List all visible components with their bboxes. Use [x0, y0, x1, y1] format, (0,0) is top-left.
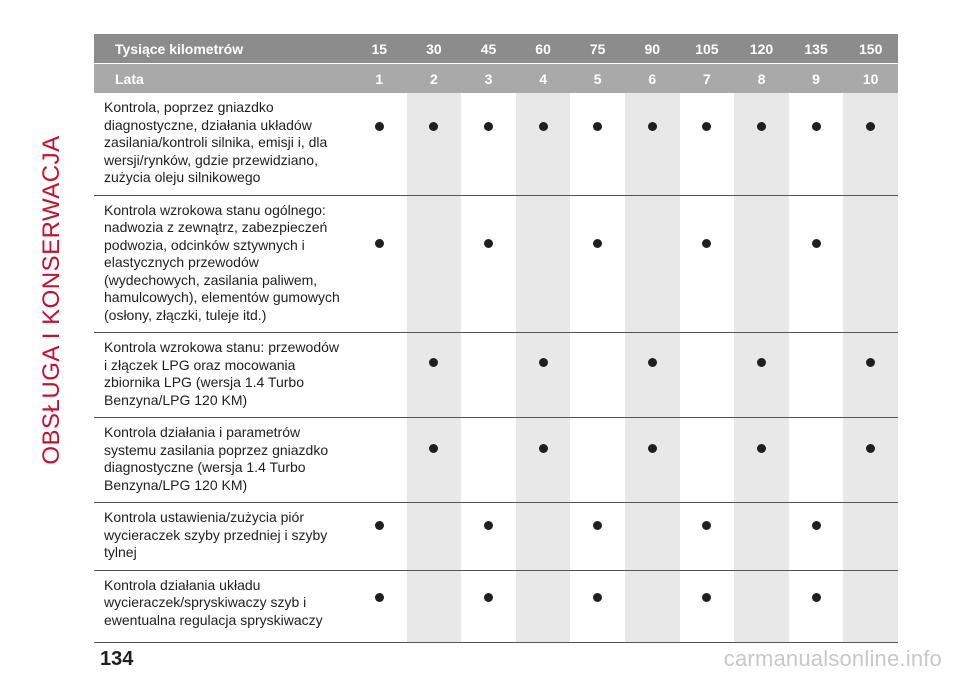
header-year-value: 8 — [734, 64, 789, 93]
header-km-value: 90 — [625, 34, 680, 64]
interval-cell — [680, 571, 735, 643]
check-dot-icon — [375, 521, 384, 530]
interval-cell — [570, 93, 625, 196]
interval-cell — [407, 333, 462, 418]
interval-cell — [734, 503, 789, 571]
interval-cell — [680, 196, 735, 334]
check-dot-icon — [757, 444, 766, 453]
check-dot-icon — [866, 122, 875, 131]
interval-cell — [352, 571, 407, 643]
header-km-value: 75 — [570, 34, 625, 64]
check-dot-icon — [539, 358, 548, 367]
row-label: Kontrola wzrokowa stanu: przewodów i złączek LPG oraz mocowania zbiornika LPG (wersja 1.4 Turbo Benzyna/LPG 120 KM) — [94, 333, 352, 418]
interval-cell — [734, 418, 789, 503]
check-dot-icon — [429, 444, 438, 453]
interval-cell — [352, 196, 407, 334]
check-dot-icon — [429, 122, 438, 131]
interval-cell — [516, 333, 571, 418]
check-dot-icon — [812, 239, 821, 248]
interval-cell — [734, 571, 789, 643]
row-label: Kontrola działania układu wycieraczek/spryskiwaczy szyb i ewentualna regulacja spryskiwaczy — [94, 571, 352, 643]
header-row-kilometers — [94, 34, 898, 64]
interval-cell — [352, 418, 407, 503]
maintenance-schedule-table — [94, 34, 898, 643]
watermark: carmanualsonline.info — [723, 646, 942, 671]
page-number: 134 — [100, 648, 134, 670]
check-dot-icon — [593, 239, 602, 248]
interval-cell — [570, 503, 625, 571]
table-row — [94, 571, 898, 643]
interval-cell — [789, 196, 844, 334]
header-year-value: 1 — [352, 64, 407, 93]
header-km-value: 150 — [843, 34, 898, 64]
header-year-value: 4 — [516, 64, 571, 93]
check-dot-icon — [484, 239, 493, 248]
table-row — [94, 503, 898, 571]
row-label: Kontrola działania i parametrów systemu zasilania poprzez gniazdko diagnostyczne (wersja 1.4 Turbo Benzyna/LPG 120 KM) — [94, 418, 352, 503]
interval-cell — [625, 418, 680, 503]
interval-cell — [843, 571, 898, 643]
interval-cell — [570, 418, 625, 503]
header-km-value: 30 — [407, 34, 462, 64]
check-dot-icon — [484, 593, 493, 602]
interval-cell — [516, 196, 571, 334]
interval-cell — [407, 418, 462, 503]
interval-cell — [734, 93, 789, 196]
interval-cell — [734, 196, 789, 334]
interval-cell — [516, 503, 571, 571]
check-dot-icon — [648, 122, 657, 131]
check-dot-icon — [375, 122, 384, 131]
table-row — [94, 418, 898, 503]
interval-cell — [407, 196, 462, 334]
header-km-value: 135 — [789, 34, 844, 64]
interval-cell — [843, 418, 898, 503]
header-years-label: Lata — [94, 64, 352, 93]
check-dot-icon — [484, 122, 493, 131]
interval-cell — [516, 571, 571, 643]
interval-cell — [461, 333, 516, 418]
header-row-years — [94, 64, 898, 93]
check-dot-icon — [812, 521, 821, 530]
check-dot-icon — [429, 358, 438, 367]
row-label: Kontrola wzrokowa stanu ogólnego: nadwozia z zewnątrz, zabezpieczeń podwozia, odcinków sztywnych i elastycznych przewodów (wydechowych, zasilania paliwem, hamulcowych), elementów gumowych (osłony, złączki, tuleje itd.) — [94, 196, 352, 334]
table-row — [94, 196, 898, 334]
interval-cell — [570, 196, 625, 334]
interval-cell — [461, 93, 516, 196]
row-label: Kontrola ustawienia/zużycia piór wycieraczek szyby przedniej i szyby tylnej — [94, 503, 352, 571]
interval-cell — [625, 571, 680, 643]
check-dot-icon — [757, 358, 766, 367]
header-year-value: 7 — [680, 64, 735, 93]
header-km-value: 15 — [352, 34, 407, 64]
header-year-value: 10 — [843, 64, 898, 93]
interval-cell — [625, 333, 680, 418]
header-km-value: 120 — [734, 34, 789, 64]
header-km-value: 105 — [680, 34, 735, 64]
interval-cell — [843, 93, 898, 196]
interval-cell — [461, 503, 516, 571]
interval-cell — [570, 571, 625, 643]
header-year-value: 9 — [789, 64, 844, 93]
interval-cell — [843, 333, 898, 418]
interval-cell — [570, 333, 625, 418]
check-dot-icon — [593, 521, 602, 530]
interval-cell — [625, 93, 680, 196]
header-year-value: 5 — [570, 64, 625, 93]
check-dot-icon — [648, 444, 657, 453]
header-km-value: 45 — [461, 34, 516, 64]
interval-cell — [680, 418, 735, 503]
interval-cell — [789, 418, 844, 503]
row-label: Kontrola, poprzez gniazdko diagnostyczne, działania układów zasilania/kontroli silnika, emisji i, dla wersji/rynków, gdzie przewidziano, zużycia oleju silnikowego — [94, 93, 352, 196]
interval-cell — [789, 503, 844, 571]
check-dot-icon — [702, 239, 711, 248]
interval-cell — [680, 503, 735, 571]
interval-cell — [843, 196, 898, 334]
interval-cell — [680, 93, 735, 196]
interval-cell — [461, 571, 516, 643]
interval-cell — [789, 93, 844, 196]
interval-cell — [407, 503, 462, 571]
header-year-value: 6 — [625, 64, 680, 93]
interval-cell — [789, 571, 844, 643]
check-dot-icon — [702, 593, 711, 602]
check-dot-icon — [757, 122, 766, 131]
interval-cell — [516, 418, 571, 503]
table-row — [94, 333, 898, 418]
interval-cell — [352, 93, 407, 196]
check-dot-icon — [648, 358, 657, 367]
check-dot-icon — [702, 521, 711, 530]
interval-cell — [407, 571, 462, 643]
check-dot-icon — [484, 521, 493, 530]
header-year-value: 2 — [407, 64, 462, 93]
check-dot-icon — [539, 122, 548, 131]
interval-cell — [461, 196, 516, 334]
check-dot-icon — [539, 444, 548, 453]
check-dot-icon — [375, 593, 384, 602]
check-dot-icon — [593, 122, 602, 131]
check-dot-icon — [812, 122, 821, 131]
header-km-value: 60 — [516, 34, 571, 64]
check-dot-icon — [702, 122, 711, 131]
check-dot-icon — [866, 358, 875, 367]
table-row — [94, 93, 898, 196]
interval-cell — [734, 333, 789, 418]
interval-cell — [407, 93, 462, 196]
header-year-value: 3 — [461, 64, 516, 93]
check-dot-icon — [375, 239, 384, 248]
interval-cell — [625, 196, 680, 334]
interval-cell — [789, 333, 844, 418]
section-title: OBSŁUGA I KONSERWACJA — [38, 135, 65, 465]
check-dot-icon — [812, 593, 821, 602]
interval-cell — [680, 333, 735, 418]
header-km-label: Tysiące kilometrów — [94, 34, 352, 64]
interval-cell — [625, 503, 680, 571]
check-dot-icon — [866, 444, 875, 453]
check-dot-icon — [593, 593, 602, 602]
interval-cell — [516, 93, 571, 196]
interval-cell — [352, 333, 407, 418]
interval-cell — [843, 503, 898, 571]
interval-cell — [461, 418, 516, 503]
interval-cell — [352, 503, 407, 571]
